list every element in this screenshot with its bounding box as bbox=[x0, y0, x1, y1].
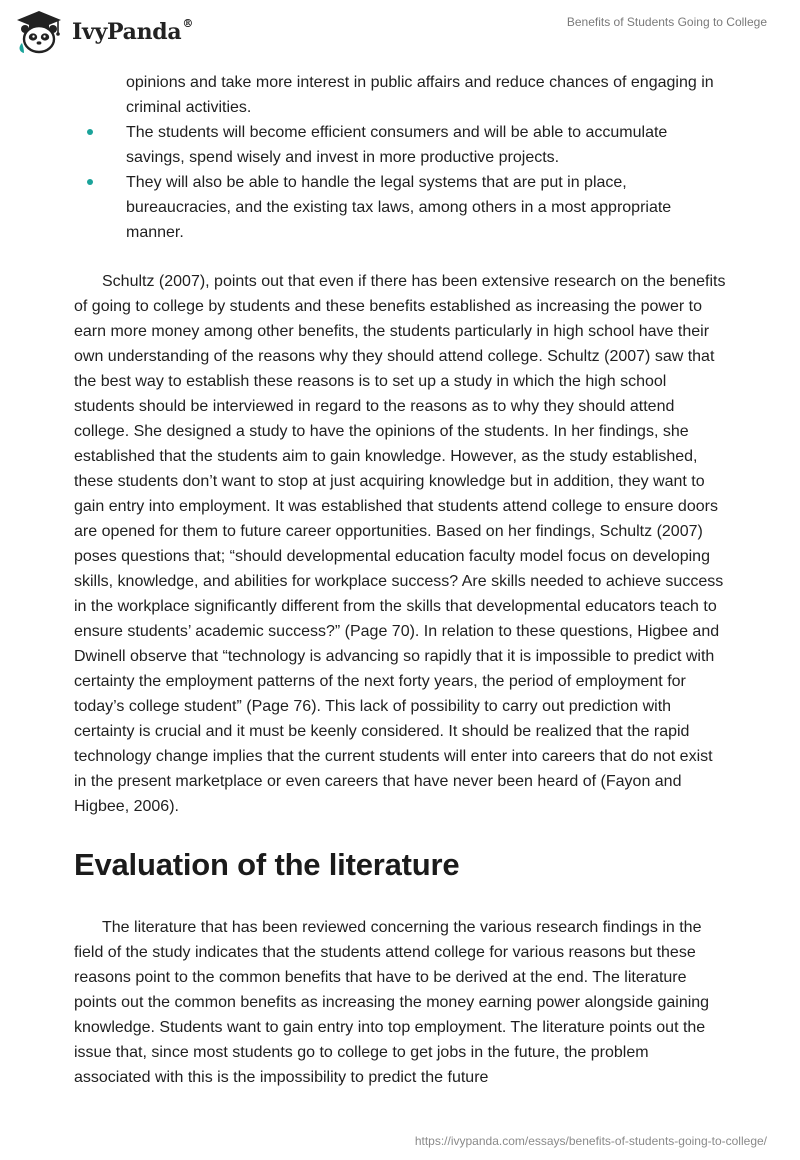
list-item bbox=[74, 170, 726, 245]
bullet-text: opinions and take more interest in public affairs and reduce chances of engaging in criminal activities. bbox=[126, 74, 714, 116]
body-paragraph: Schultz (2007), points out that even if there has been extensive research on the benefits of going to college by students and these benefits established as increasing the power to earn more money among other benefits, the students particularly in high school have their own understanding of the reasons why they should attend college. Schultz (2007) saw that the best way to establish these reasons is to set up a study in which the high school students should be interviewed in regard to the reasons as to why they should attend college. She designed a study to have the opinions of the students. In her findings, she established that the students aim to gain knowledge. However, as the study established, these students don’t want to stop at just acquiring knowledge but in addition, they want to gain entry into employment. It was established that students attend college to ensure doors are opened for them to future career opportunities. Based on her findings, Schultz (2007) poses questions that; “should developmental education faculty model focus on developing skills, knowledge, and abilities for workplace success? Are skills needed to achieve success in the workplace significantly different from the skills that developmental educators teach to ensure students’ academic success?” (Page 70). In relation to these questions, Higbee and Dwinell observe that “technology is advancing so rapidly that it is impossible to predict with certainty the employment patterns of the next forty years, the period of employment for today’s college student” (Page 76). This lack of possibility to carry out prediction with certainty is crucial and it must be keenly considered. It should be realized that the rapid technology change implies that the current students will enter into careers that do not exist in the present marketplace or even careers that have never been heard of (Fayon and Higbee, 2006). bbox=[74, 273, 726, 815]
benefits-list bbox=[74, 70, 726, 245]
source-url[interactable]: https://ivypanda.com/essays/benefits-of-students-going-to-college/ bbox=[414, 1134, 767, 1148]
essay-content bbox=[74, 70, 726, 1090]
section-heading: Evaluation of the literature bbox=[74, 847, 460, 882]
ivypanda-logo[interactable] bbox=[14, 9, 193, 55]
bullet-text: The students will become efficient consumers and will be able to accumulate savings, spend wisely and invest in more productive projects. bbox=[126, 124, 668, 166]
bullet-dot-icon bbox=[87, 179, 93, 185]
list-item bbox=[74, 120, 726, 170]
list-item bbox=[74, 70, 726, 120]
body-paragraph: The literature that has been reviewed concerning the various research findings in the field of the study indicates that the students attend college for various reasons but these reasons point to the common benefits that have to be derived at the end. The literature points out the common benefits as increasing the money earning power alongside gaining knowledge. Students want to gain entry into top employment. The literature points out the issue that, since most students go to college to get jobs in the future, the problem associated with this is the impossibility to predict the future bbox=[74, 919, 710, 1086]
bullet-dot-icon bbox=[87, 129, 93, 135]
bullet-text: They will also be able to handle the legal systems that are put in place, bureaucracies, and the existing tax laws, among others in a most appropriate manner. bbox=[126, 174, 672, 241]
document-title: Benefits of Students Going to College bbox=[566, 15, 767, 29]
page-header bbox=[0, 0, 800, 62]
panda-graduate-icon bbox=[14, 9, 64, 55]
brand-name: IvyPanda® bbox=[72, 17, 194, 45]
